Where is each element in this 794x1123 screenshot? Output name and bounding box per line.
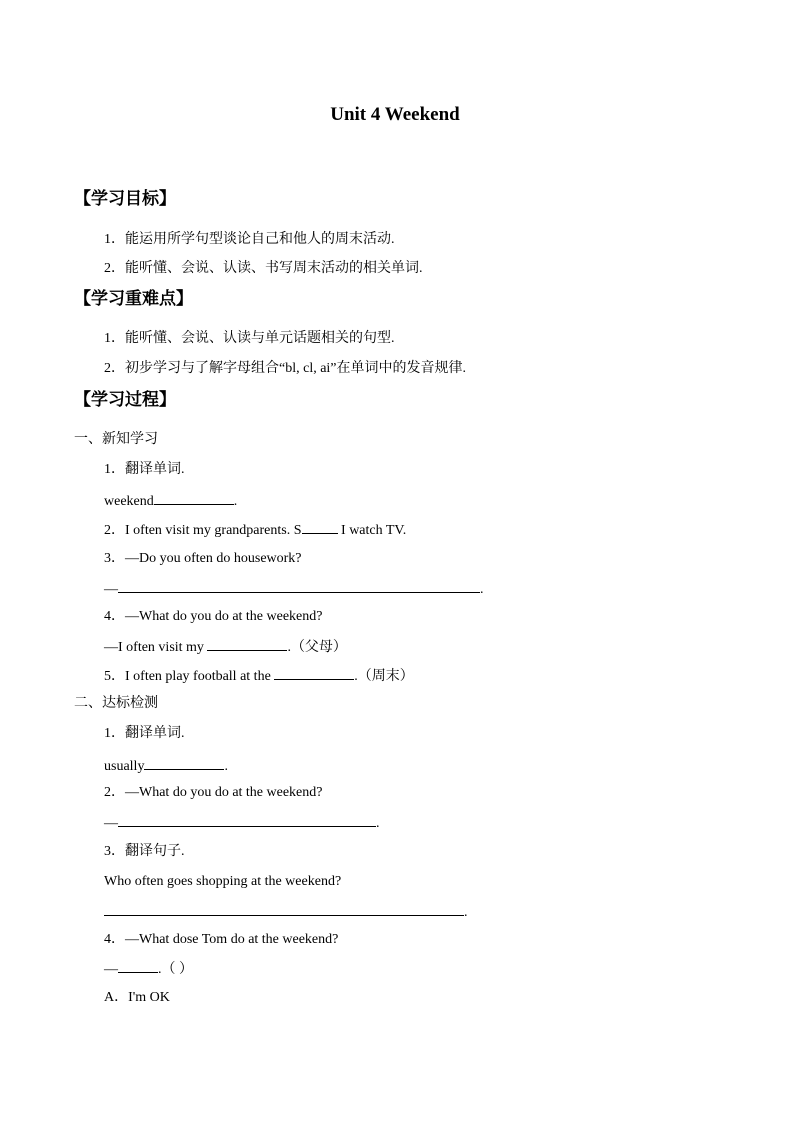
answer-blank[interactable] [118,578,480,593]
part2-q4-question: 4．—What dose Tom do at the weekend? [104,932,339,947]
part1-q1-word: weekend [104,494,154,509]
part2-q1-word: usually [104,759,145,774]
part2-q2-answer-line: — . [104,812,380,834]
answer-blank[interactable] [207,636,287,651]
part2-q3-label: 3．翻译句子. [104,844,185,859]
answer-blank[interactable] [274,665,354,680]
part2-q4-option-a: A．I'm OK [104,990,170,1005]
answer-blank[interactable] [104,901,464,916]
key-point-item-1: 1．能听懂、会说、认读与单元话题相关的句型. [104,331,395,346]
section-heading-goals: 【学习目标】 [74,189,176,208]
part2-q3-sentence: Who often goes shopping at the weekend? [104,874,342,889]
answer-blank[interactable] [302,519,338,534]
part2-q1-line: usually . [104,755,228,777]
part2-heading: 二、达标检测 [74,696,158,711]
page-title: Unit 4 Weekend [330,104,460,125]
goal-item-2: 2．能听懂、会说、认读、书写周末活动的相关单词. [104,261,423,276]
key-point-item-2: 2．初步学习与了解字母组合“bl, cl, ai”在单词中的发音规律. [104,361,467,376]
part1-q3-question: 3．—Do you often do housework? [104,551,302,566]
goal-item-1: 1．能运用所学句型谈论自己和他人的周末活动. [104,232,395,247]
part1-q4-question: 4．—What do you do at the weekend? [104,609,323,624]
section-heading-process: 【学习过程】 [74,390,176,409]
part2-q2-question: 2．—What do you do at the weekend? [104,785,323,800]
answer-blank[interactable] [154,490,234,505]
part2-q4-answer-line: — .（ ） [104,958,193,980]
section-heading-key-points: 【学习重难点】 [74,289,193,308]
answer-blank[interactable] [118,958,158,973]
part2-q1-label: 1．翻译单词. [104,726,185,741]
part1-q2-line: 2．I often visit my grandparents. S I watch TV. [104,519,406,541]
answer-blank[interactable] [118,812,376,827]
part1-q4-answer-line: —I often visit my .（父母） [104,636,347,658]
part2-q3-answer-line: . [104,901,468,923]
answer-blank[interactable] [144,755,224,770]
part1-q5-line: 5．I often play football at the .（周末） [104,665,414,687]
part1-q3-answer-line: — . [104,578,484,600]
part1-heading: 一、新知学习 [74,432,158,447]
part1-q1-label: 1．翻译单词. [104,462,185,477]
part1-q1-line: weekend . [104,490,237,512]
